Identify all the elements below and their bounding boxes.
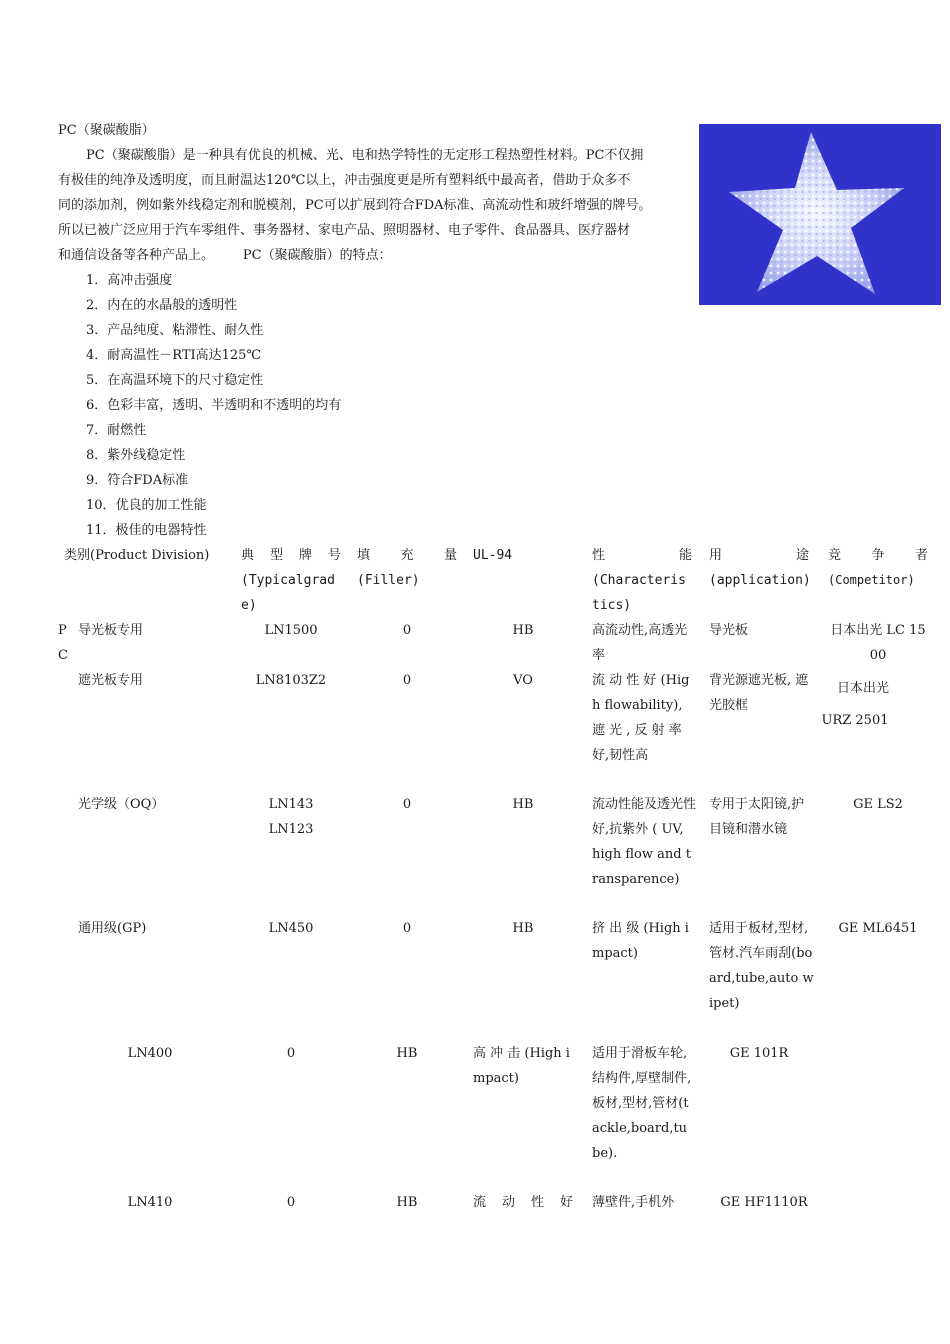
row-grade: LN123 (268, 822, 314, 837)
header-competitor: 竞 争 者 (828, 548, 928, 563)
row-competitor: 日本出光 (836, 681, 889, 696)
pc-label: C (58, 648, 68, 663)
row-characteristics: 流动性能及透光性好,抗紫外 ( UV, high flow and transparence) (592, 797, 697, 887)
feature-item: 7．耐燃性 (86, 423, 147, 438)
feature-item: 5．在高温环境下的尺寸稳定性 (86, 373, 264, 388)
header-characteristics-en: (Characteristics) (592, 573, 686, 613)
row-application: 薄壁件,手机外 (592, 1195, 675, 1210)
intro-line: 同的添加剂，例如紫外线稳定剂和脱模剂，PC可以扩展到符合FDA标准、高流动性和玻纤增强的牌号。 (58, 198, 652, 213)
row-ul94: HB (512, 623, 534, 638)
row-competitor: URZ 2501 (821, 713, 889, 728)
header-category: 类别(Product Division) (64, 548, 210, 563)
row-category: 通用级(GP) (78, 921, 147, 936)
feature-item: 11．极佳的电器特性 (86, 523, 207, 538)
row-filler: 0 (402, 673, 412, 688)
feature-item: 9．符合FDA标准 (86, 473, 189, 488)
row-application: 专用于太阳镜,护目镜和潜水镜 (709, 797, 805, 837)
star-shaped-pc-pellets-icon (699, 124, 941, 305)
feature-item: 4．耐高温性－RTI高达125℃ (86, 348, 261, 363)
header-filler: 填 充 量 (357, 548, 457, 563)
row-competitor: GE HF1110R (720, 1195, 808, 1210)
product-photo (699, 124, 941, 305)
intro-line: 和通信设备等各种产品上。 PC（聚碳酸脂）的特点： (58, 248, 392, 263)
feature-item: 10．优良的加工性能 (86, 498, 207, 513)
row-grade: LN400 (127, 1046, 173, 1061)
feature-item: 1．高冲击强度 (86, 273, 173, 288)
feature-item: 2．内在的水晶般的透明性 (86, 298, 238, 313)
header-characteristics: 性 能 (592, 548, 692, 563)
row-characteristics: 流 动 性 好 (473, 1195, 573, 1210)
page-title: PC（聚碳酸脂） (58, 123, 155, 138)
header-competitor-en: (Competitor) (828, 573, 915, 587)
row-filler: 0 (402, 797, 412, 812)
row-category: 遮光板专用 (78, 673, 144, 688)
row-filler: 0 (286, 1046, 296, 1061)
intro-line: 所以已被广泛应用于汽车零组件、事务器材、家电产品、照明器材、电子零件、食品器具、医疗器材 (58, 223, 631, 238)
row-grade: LN143 (268, 797, 314, 812)
header-application-en: (application) (709, 573, 811, 588)
row-characteristics: 挤 出 级 (High impact) (592, 921, 689, 961)
row-characteristics: 流 动 性 好 (High flowability), 遮 光 , 反 射 率 好,韧性高 (592, 673, 690, 763)
row-filler: 0 (286, 1195, 296, 1210)
row-application: 适用于滑板车轮,结构件,厚壁制件,板材,型材,管材(tackle,board,tube). (592, 1046, 692, 1161)
row-filler: 0 (402, 921, 412, 936)
feature-item: 3．产品纯度、粘滞性、耐久性 (86, 323, 264, 338)
row-competitor: GE LS2 (853, 797, 903, 812)
row-application: 导光板 (709, 623, 749, 638)
intro-line: PC（聚碳酸脂）是一种具有优良的机械、光、电和热学特性的无定形工程热塑性材料。PC不仅拥 (86, 148, 644, 163)
row-application: 适用于板材,型材,管材.汽车雨刮(board,tube,auto wipet) (709, 921, 814, 1011)
row-competitor: 日本出光 LC 1500 (830, 623, 926, 663)
row-ul94: HB (512, 797, 534, 812)
row-ul94: VO (513, 673, 533, 688)
row-ul94: HB (396, 1195, 418, 1210)
row-category: 光学级（OQ） (78, 797, 165, 812)
header-grade-en: (Typicalgrade) (241, 573, 335, 613)
row-competitor: GE ML6451 (838, 921, 918, 936)
header-grade: 典 型 牌 号 (241, 548, 341, 563)
row-grade: LN1500 (264, 623, 318, 638)
row-grade: LN450 (268, 921, 314, 936)
row-characteristics: 高流动性,高透光率 (592, 623, 688, 663)
row-application: 背光源遮光板, 遮光胶框 (709, 673, 809, 713)
feature-item: 8．紫外线稳定性 (86, 448, 186, 463)
row-ul94: HB (396, 1046, 418, 1061)
intro-line: 有极佳的纯净及透明度，而且耐温达120℃以上，冲击强度更是所有塑料纸中最高者，借助于众多不 (58, 173, 631, 188)
row-grade: LN410 (127, 1195, 173, 1210)
row-category: 导光板专用 (78, 623, 144, 638)
header-filler-en: (Filler) (357, 573, 420, 588)
row-characteristics: 高 冲 击 (High impact) (473, 1046, 570, 1086)
header-application: 用 途 (709, 548, 809, 563)
row-ul94: HB (512, 921, 534, 936)
row-grade: LN8103Z2 (255, 673, 327, 688)
row-filler: 0 (402, 623, 412, 638)
row-competitor: GE 101R (729, 1046, 789, 1061)
header-ul94: UL-94 (473, 548, 513, 563)
feature-item: 6．色彩丰富，透明、半透明和不透明的均有 (86, 398, 342, 413)
pc-label: P (58, 623, 67, 638)
